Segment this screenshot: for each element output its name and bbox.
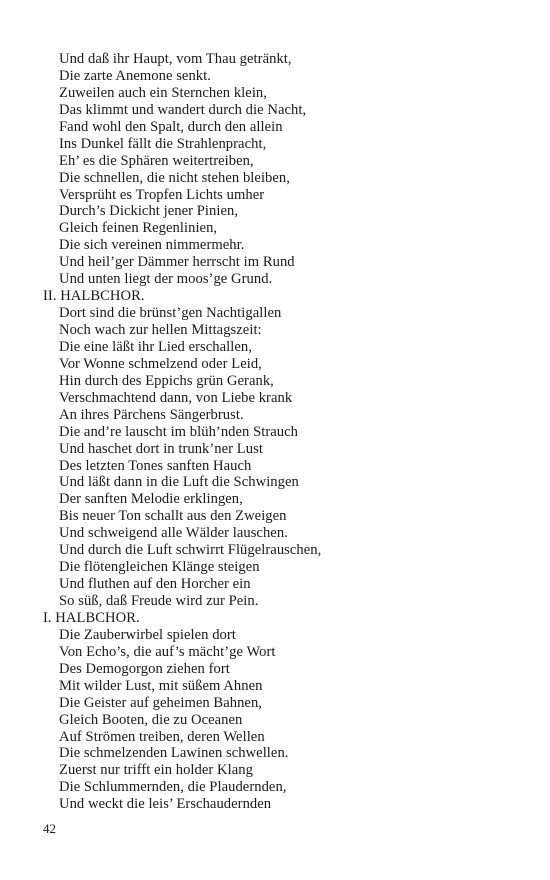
verse-line: Und läßt dann in die Luft die Schwingen <box>59 474 299 491</box>
verse-line: Zuerst nur trifft ein holder Klang <box>59 762 253 779</box>
verse-line: Und schweigend alle Wälder lauschen. <box>59 525 288 542</box>
verse-line: Und daß ihr Haupt, vom Thau getränkt, <box>59 51 292 67</box>
verse-line: Der sanften Melodie erklingen, <box>59 491 243 508</box>
verse-line: Und weckt die leis’ Erschaudernden <box>59 796 272 813</box>
verse-line: Gleich feinen Regenlinien, <box>59 220 218 237</box>
verse-line: Und durch die Luft schwirrt Flügelrauschen, <box>59 542 322 559</box>
verse-line: Und haschet dort in trunk’ner Lust <box>59 440 263 457</box>
verse-line: Von Echo’s, die auf’s mächt’ge Wort <box>59 643 276 660</box>
verse-line: Die eine läßt ihr Lied erschallen, <box>59 338 252 355</box>
verse-line: Die Schlummernden, die Plaudernden, <box>59 779 287 796</box>
verse-line: Dort sind die brünst’gen Nachtigallen <box>59 305 282 322</box>
verse-line: Und heil’ger Dämmer herrscht im Rund <box>59 254 295 271</box>
verse-line: Mit wilder Lust, mit süßem Ahnen <box>59 677 263 694</box>
verse-line: Versprüht es Tropfen Lichts umher <box>59 186 265 203</box>
verse-line: An ihres Pärchens Sängerbrust. <box>59 406 244 423</box>
verse-line: Die Geister auf geheimen Bahnen, <box>59 694 262 711</box>
verse-line: Die flötengleichen Klänge steigen <box>59 559 260 576</box>
verse-line: Ins Dunkel fällt die Strahlenpracht, <box>59 135 267 152</box>
poem-text <box>43 51 523 813</box>
verse-line: Und unten liegt der moos’ge Grund. <box>59 271 273 288</box>
verse-line: Gleich Booten, die zu Oceanen <box>59 711 243 728</box>
verse-line: Vor Wonne schmelzend oder Leid, <box>59 355 262 372</box>
verse-line: Zuweilen auch ein Sternchen klein, <box>59 84 267 101</box>
verse-line: So süß, daß Freude wird zur Pein. <box>59 593 259 609</box>
verse-line: Noch wach zur hellen Mittagszeit: <box>59 322 262 338</box>
verse-line: Verschmachtend dann, von Liebe krank <box>59 389 293 406</box>
verse-line: Eh’ es die Sphären weitertreiben, <box>59 152 254 169</box>
speaker-heading: II. HALBCHOR. <box>43 288 145 305</box>
verse-line: Die zarte Anemone senkt. <box>59 67 211 84</box>
verse-line: Die sich vereinen nimmermehr. <box>59 237 245 254</box>
verse-line: Auf Strömen treiben, deren Wellen <box>59 728 265 745</box>
page-number: 42 <box>43 821 56 836</box>
verse-line: Das klimmt und wandert durch die Nacht, <box>59 101 307 118</box>
verse-line: Des letzten Tones sanften Hauch <box>59 457 252 474</box>
verse-line: Des Demogorgon ziehen fort <box>59 660 230 677</box>
verse-line: Durch’s Dickicht jener Pinien, <box>59 203 239 220</box>
verse-line: Die schmelzenden Lawinen schwellen. <box>59 745 289 762</box>
verse-line: Die schnellen, die nicht stehen bleiben, <box>59 169 290 186</box>
verse-line: Die and’re lauscht im blüh’nden Strauch <box>59 423 299 440</box>
verse-line: Und fluthen auf den Horcher ein <box>59 576 251 593</box>
verse-line: Bis neuer Ton schallt aus den Zweigen <box>59 508 287 525</box>
verse-line: Fand wohl den Spalt, durch den allein <box>59 118 283 135</box>
verse-line: Hin durch des Eppichs grün Gerank, <box>59 372 274 389</box>
verse-line: Die Zauberwirbel spielen dort <box>59 626 236 643</box>
speaker-heading: I. HALBCHOR. <box>43 609 140 626</box>
